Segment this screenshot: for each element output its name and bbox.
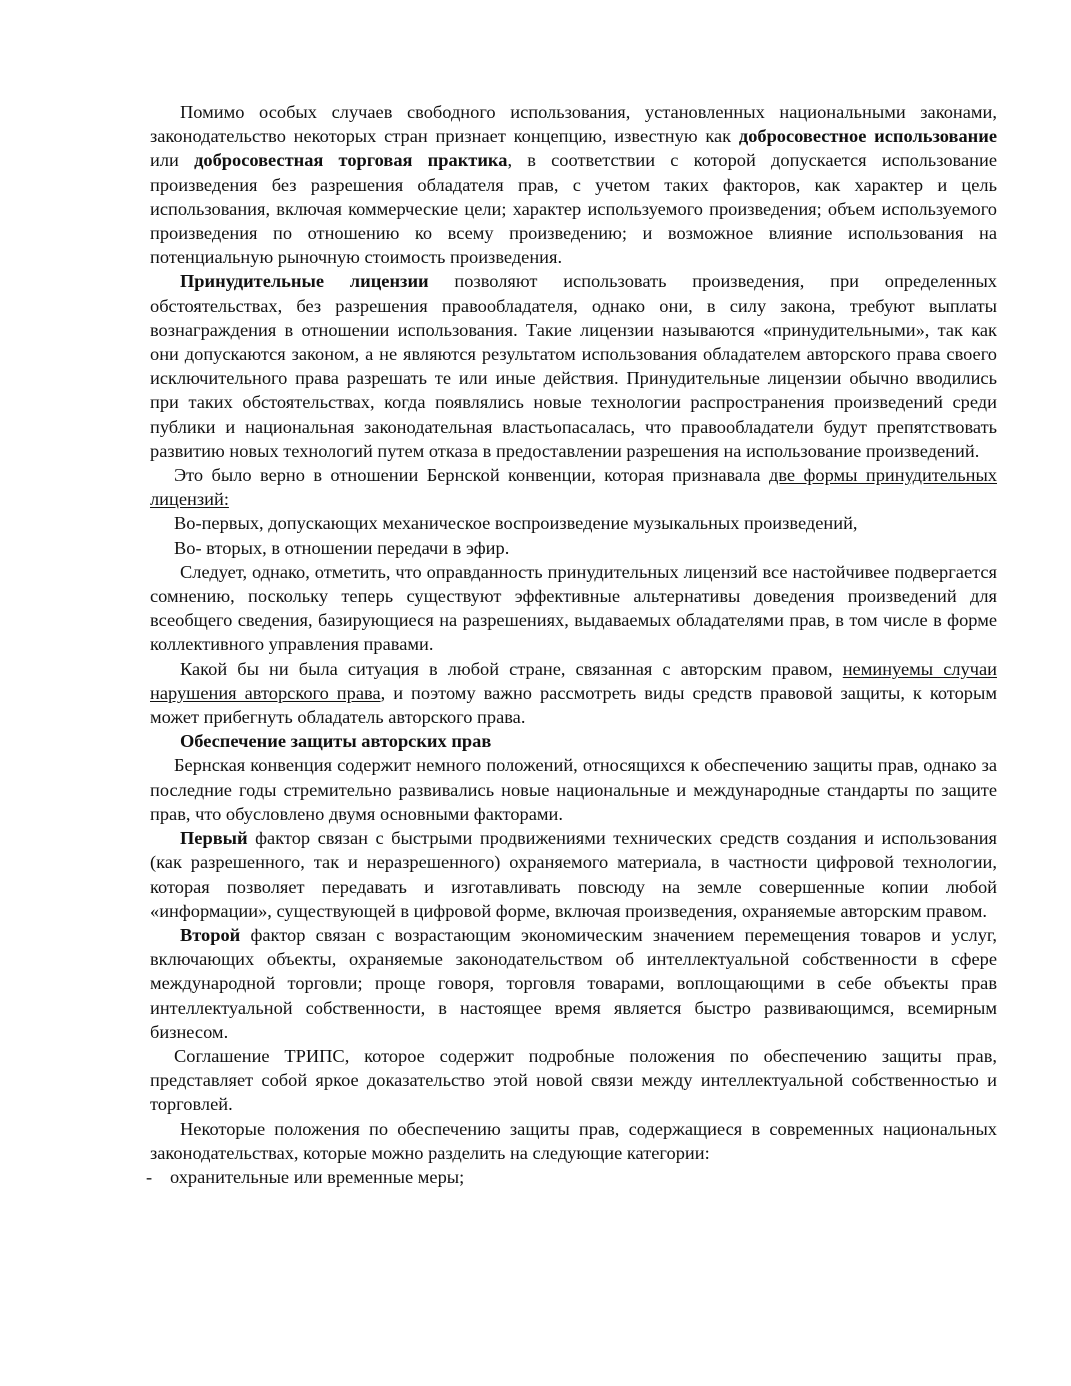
paragraph-first-factor	[150, 826, 997, 923]
paragraph-justification: Следует, однако, отметить, что оправданность принудительных лицензий все настойчивее подвергается сомнению, поскольку теперь существуют эффективные альтернативы доведения произведений для всеобщего сведения, базирующиеся на разрешениях, выдаваемых обладателями прав, в том числе в форме коллективного управления правами.	[150, 561, 997, 655]
text: фактор связан с быстрыми продвижениями технических средств создания и использования (как разрешенного, так и неразрешенного) охраняемого материала, в частности цифровой технологии, которая позволяет передавать и изготавливать повсюду на земле совершенные копии любой «информации», существующей в цифровой форме, включая произведения, охраняемые авторским правом.	[150, 828, 997, 921]
document-page	[146, 100, 998, 1189]
text: Помимо особых случаев свободного использования, установленных национальными законами, законодательство некоторых стран признает концепцию, известную как	[150, 102, 997, 147]
paragraph-second-factor	[150, 923, 997, 1044]
section-heading: Обеспечение защиты авторских прав	[180, 731, 492, 752]
text: или	[150, 150, 195, 171]
text: Какой бы ни была ситуация в любой стране, связанная с авторским правом,	[180, 658, 843, 679]
list-item	[146, 1165, 997, 1189]
list-dash: -	[146, 1166, 153, 1187]
paragraph-second-form: Во- вторых, в отношении передачи в эфир.	[174, 537, 510, 558]
paragraph-first-form: Во-первых, допускающих механическое воспроизведение музыкальных произведений,	[174, 513, 858, 534]
paragraph-compulsory-licenses	[150, 269, 997, 463]
text: фактор связан с возрастающим экономическим значением перемещения товаров и услуг, включающих объекты, охраняемые законодательством об интеллектуальной собственности в сфере международной торговли; проще говоря, торговля товарами, воплощающими в себе объекты прав интеллектуальной собственности, в настоящее время является быстро развивающимся, всемирным бизнесом.	[150, 924, 997, 1042]
text: , и поэтому важно рассмотреть виды средств правовой защиты, к которым может прибегнуть обладатель авторского права.	[150, 682, 997, 728]
paragraph-infringement	[150, 657, 997, 730]
term-first: Первый	[180, 828, 248, 849]
term-compulsory-licenses: Принудительные лицензии	[180, 271, 429, 292]
paragraph-trips: Соглашение ТРИПС, которое содержит подробные положения по обеспечению защиты прав, представляет собой яркое доказательство этой новой связи между интеллектуальной собственностью и торговлей.	[150, 1045, 997, 1115]
paragraph-berne-enforcement: Бернская конвенция содержит немного положений, относящихся к обеспечению защиты прав, однако за последние годы стремительно развивались новые национальные и международные стандарты по защите прав, что обусловлено двумя основными факторами.	[150, 755, 997, 824]
text: Это было верно в отношении Бернской конвенции, которая признавала	[174, 465, 769, 486]
paragraph-berne	[150, 463, 997, 511]
list-item-text: охранительные или временные меры;	[170, 1166, 465, 1187]
text: , в соответствии с которой допускается использование произведения без разрешения обладателя прав, с учетом таких факторов, как характер и цель использования, включая коммерческие цели; характер используемого произведения; объем используемого произведения по отношению ко всему произведению; и возможное влияние использования на потенциальную рыночную стоимость произведения.	[150, 150, 998, 268]
paragraph-categories: Некоторые положения по обеспечению защиты прав, содержащиеся в современных национальных законодательствах, которые можно разделить на следующие категории:	[150, 1118, 997, 1163]
term-second: Второй	[180, 924, 241, 945]
text: позволяют использовать произведения, при определенных обстоятельствах, без разрешения правообладателя, однако они, в силу закона, требуют выплаты вознаграждения в отношении использования. Такие лицензии называются «принудительными», так как они допускаются законом, а не являются результатом использования обладателем авторского права своего исключительного права разрешать те или иные действия. Принудительные лицензии обычно вводились при таких обстоятельствах, когда появлялись новые технологии распространения произведений среди публики и национальная законодательная властьопасалась, что правообладатели будут препятствовать развитию новых технологий путем отказа в предоставлении разрешения на использование произведений.	[150, 271, 998, 461]
term-fair-dealing: добросовестная торговая практика	[194, 150, 508, 171]
underlined-phrase: неминуемы случаи нарушения авторского права	[150, 658, 997, 703]
paragraph-fair-use	[150, 100, 997, 269]
underlined-phrase: две формы принудительных лицензий:	[150, 465, 997, 510]
term-fair-use: добросовестное использование	[738, 126, 997, 147]
